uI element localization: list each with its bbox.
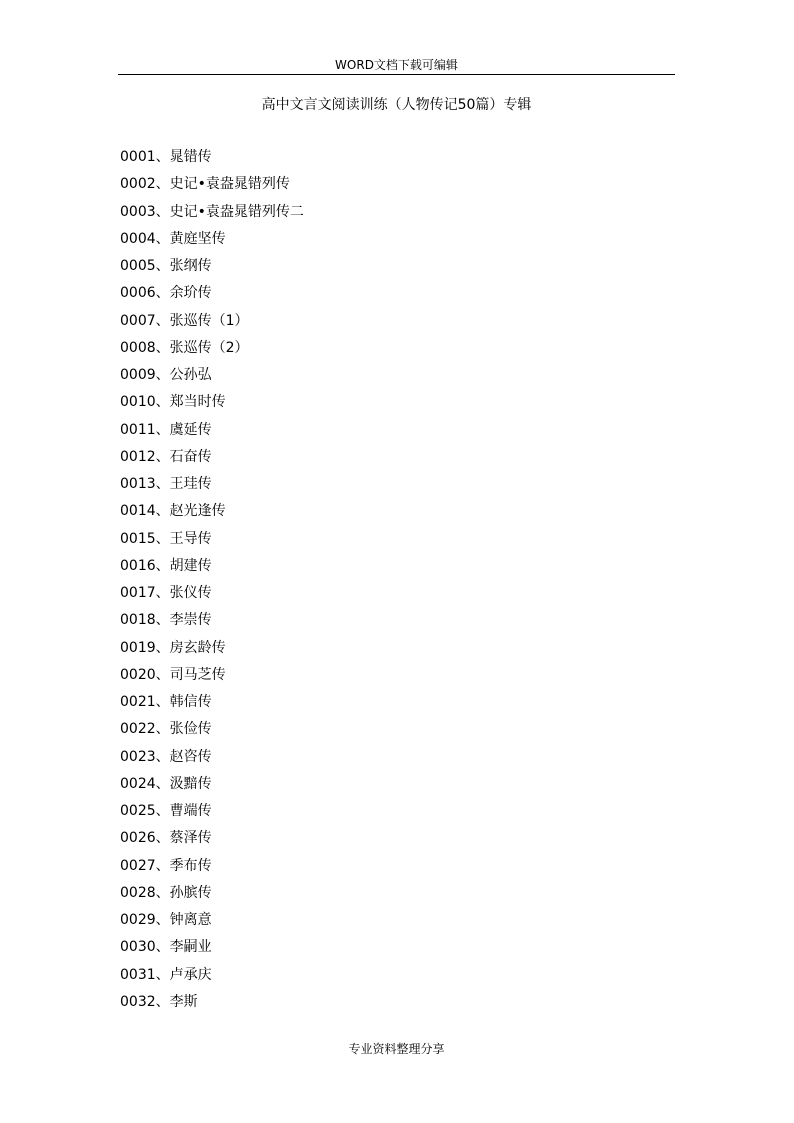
toc-item: 0024、汲黯传 [120, 775, 212, 792]
toc-item: 0007、张巡传（1） [120, 312, 249, 329]
toc-item: 0010、郑当时传 [120, 394, 226, 411]
toc-item: 0029、钟离意 [120, 912, 212, 928]
toc-item: 0002、史记•袁盎晁错列传 [120, 176, 290, 193]
toc-item: 0006、余玠传 [120, 285, 212, 302]
toc-item: 0023、赵咨传 [120, 748, 212, 765]
toc-item: 0009、公孙弘 [120, 367, 212, 383]
toc-item: 0011、虞延传 [120, 421, 212, 438]
toc-item: 0016、胡建传 [120, 557, 212, 574]
toc-item: 0012、石奋传 [120, 448, 212, 465]
toc-item: 0022、张俭传 [120, 721, 212, 738]
toc-item: 0020、司马芝传 [120, 666, 226, 683]
toc-list [120, 146, 304, 1018]
toc-item: 0026、蔡泽传 [120, 830, 212, 847]
toc-item: 0015、王导传 [120, 530, 212, 547]
toc-item: 0032、李斯 [120, 993, 198, 1010]
toc-item: 0013、王珪传 [120, 476, 212, 492]
toc-item: 0019、房玄龄传 [120, 639, 226, 656]
toc-item: 0017、张仪传 [120, 585, 212, 601]
toc-item: 0003、史记•袁盎晁错列传二 [120, 203, 304, 220]
toc-item: 0005、张纲传 [120, 258, 212, 274]
toc-item: 0030、李嗣业 [120, 939, 212, 956]
page-footer: 专业资料整理分享 [348, 1042, 445, 1056]
toc-item: 0021、韩信传 [120, 694, 212, 710]
toc-item: 0018、李崇传 [120, 612, 212, 629]
document-title: 高中文言文阅读训练（人物传记50篇）专辑 [261, 97, 532, 113]
toc-item: 0004、黄庭坚传 [120, 230, 226, 247]
toc-item: 0025、曹端传 [120, 803, 212, 819]
toc-item: 0008、张巡传（2） [120, 339, 249, 356]
header-divider [118, 74, 675, 75]
page-header: WORD文档下载可编辑 [335, 58, 458, 72]
toc-item: 0014、赵光逢传 [120, 503, 226, 520]
toc-item: 0001、晁错传 [120, 149, 212, 165]
toc-item: 0031、卢承庆 [120, 966, 212, 983]
toc-item: 0028、孙膑传 [120, 884, 212, 901]
toc-item: 0027、季布传 [120, 857, 212, 874]
